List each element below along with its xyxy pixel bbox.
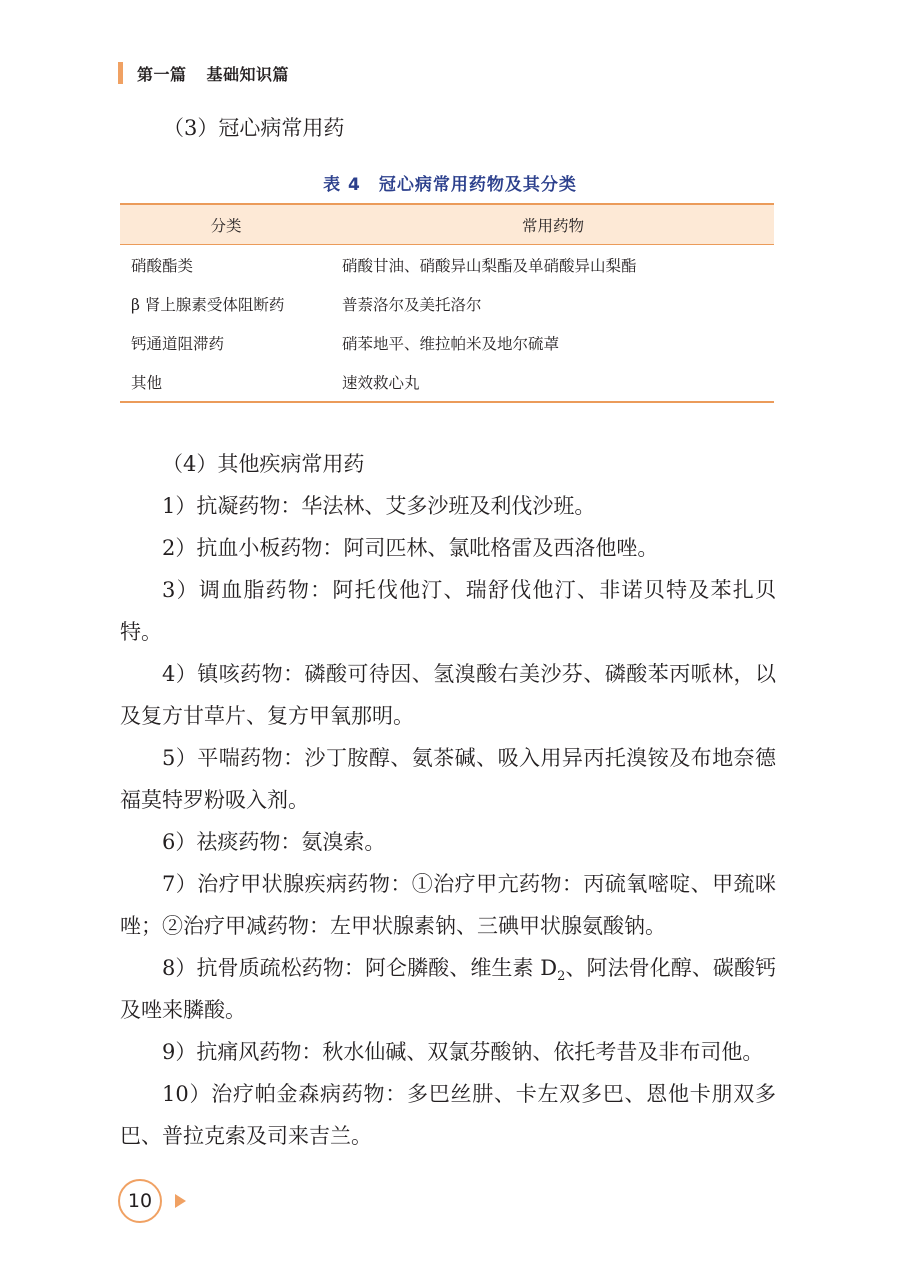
- table-cell-drugs: 硝苯地平、维拉帕米及地尔硫䓬: [342, 334, 560, 353]
- list-item: 6）祛痰药物：氨溴索。: [162, 830, 386, 854]
- header-accent-bar: [118, 62, 123, 84]
- header-title: 基础知识篇: [206, 64, 290, 84]
- page-number: 10: [118, 1179, 162, 1223]
- table-row: [120, 362, 774, 402]
- list-item: 7）治疗甲状腺疾病药物：①治疗甲亢药物：丙硫氧嘧啶、甲巯咪唑；②治疗甲减药物：左甲状腺素钠、三碘甲状腺氨酸钠。: [120, 872, 776, 938]
- list-item: 4）镇咳药物：磷酸可待因、氢溴酸右美沙芬、磷酸苯丙哌林，以及复方甘草片、复方甲氧那明。: [120, 662, 776, 728]
- header-part: 第一篇: [137, 64, 187, 84]
- table-cell-category: β 肾上腺素受体阻断药: [131, 295, 285, 314]
- body-text: [120, 443, 776, 1157]
- table-cell-drugs: 速效救心丸: [332, 362, 774, 402]
- list-item: 9）抗痛风药物：秋水仙碱、双氯芬酸钠、依托考昔及非布司他。: [162, 1040, 764, 1064]
- list-item: 3）调血脂药物：阿托伐他汀、瑞舒伐他汀、非诺贝特及苯扎贝特。: [120, 578, 776, 644]
- header-text: [137, 62, 289, 85]
- table-cell-drugs: 硝酸甘油、硝酸异山梨酯及单硝酸异山梨酯: [342, 256, 637, 275]
- list-item: 5）平喘药物：沙丁胺醇、氨茶碱、吸入用异丙托溴铵及布地奈德福莫特罗粉吸入剂。: [120, 746, 776, 812]
- table-row: [120, 323, 774, 362]
- drug-table: [120, 203, 774, 403]
- item8-subscript: 2: [557, 969, 566, 985]
- table-cell-drugs: 普萘洛尔及美托洛尔: [342, 295, 482, 314]
- table-cell-category: 钙通道阻滞药: [131, 334, 225, 353]
- subsection-heading: （4）其他疾病常用药: [162, 452, 365, 476]
- table-cell-category: 硝酸酯类: [131, 256, 194, 275]
- list-item: 2）抗血小板药物：阿司匹林、氯吡格雷及西洛他唑。: [162, 536, 659, 560]
- table-caption-number: 表 4: [323, 175, 361, 195]
- table-caption-title: 冠心病常用药物及其分类: [378, 175, 577, 195]
- table-row: [120, 284, 774, 323]
- item8-text-after: 、阿法骨化醇、碳酸钙及唑来膦酸。: [120, 956, 777, 1022]
- table-header-category: 分类: [120, 204, 332, 245]
- table-cell-category: 其他: [120, 362, 332, 402]
- table-caption: [0, 170, 900, 195]
- table-header-row: [120, 204, 774, 245]
- table-header-drugs: 常用药物: [332, 204, 774, 245]
- running-header: [118, 62, 289, 84]
- triangle-right-icon: [175, 1194, 186, 1208]
- list-item: 1）抗凝药物：华法林、艾多沙班及利伐沙班。: [162, 494, 596, 518]
- section-heading: （3）冠心病常用药: [163, 116, 345, 140]
- item8-text: 8）抗骨质疏松药物：阿仑膦酸、维生素 D: [162, 956, 558, 980]
- table-row: [120, 245, 774, 285]
- list-item: 10）治疗帕金森病药物：多巴丝肼、卡左双多巴、恩他卡朋双多巴、普拉克索及司来吉兰。: [120, 1082, 776, 1148]
- list-item: [120, 947, 776, 1031]
